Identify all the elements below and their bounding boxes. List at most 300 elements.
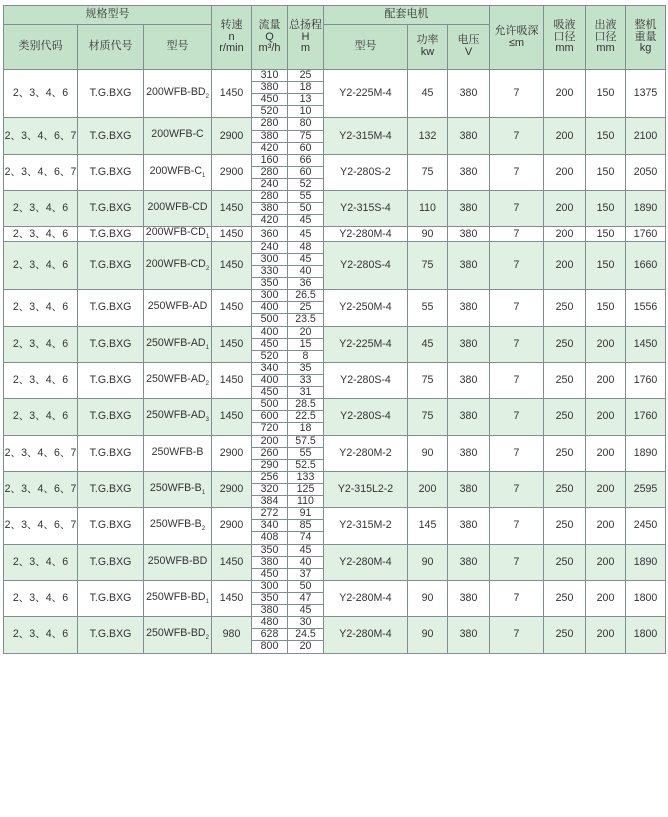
- suction-depth-cell: 7: [490, 544, 544, 580]
- material-code-header: 材质代号: [78, 25, 144, 70]
- model-name: 250WFB-AD: [147, 300, 208, 313]
- model-cell: [144, 471, 212, 507]
- inlet-cell: 250: [544, 544, 586, 580]
- weight-cell: 1890: [626, 544, 666, 580]
- flow-cell: 450: [252, 387, 288, 399]
- flow-cell: 420: [252, 142, 288, 154]
- head-cell: 45: [288, 227, 324, 241]
- flow-label: 流量: [258, 19, 281, 32]
- head-cell: 60: [288, 142, 324, 154]
- flow-cell: 300: [252, 580, 288, 592]
- model-name: 200WFB-CD: [147, 201, 208, 214]
- speed-cell: 1450: [212, 399, 252, 435]
- model-cell: [144, 326, 212, 362]
- flow-cell: 240: [252, 241, 288, 253]
- flow-cell: 520: [252, 350, 288, 362]
- motor-model-cell: Y2-280S-4: [324, 362, 408, 398]
- category-cell: 2、3、4、6: [4, 191, 78, 227]
- inlet-unit: mm: [555, 42, 574, 55]
- suction-depth-label: 允许吸深: [494, 24, 539, 37]
- head-cell: 60: [288, 166, 324, 178]
- voltage-cell: 380: [448, 118, 490, 154]
- outlet-cell: 200: [586, 471, 626, 507]
- speed-cell: 2900: [212, 471, 252, 507]
- flow-cell: 200: [252, 435, 288, 447]
- flow-cell: 350: [252, 278, 288, 290]
- suction-depth-cell: 7: [490, 326, 544, 362]
- speed-cell: 1450: [212, 70, 252, 118]
- material-cell: T.G.BXG: [78, 580, 144, 616]
- power-unit: kw: [420, 46, 435, 58]
- speed-cell: 1450: [212, 580, 252, 616]
- model-name: 250WFB-BD: [146, 627, 206, 640]
- head-cell: 45: [288, 215, 324, 227]
- inlet-cell: 250: [544, 435, 586, 471]
- head-cell: 47: [288, 593, 324, 605]
- table-row: [4, 508, 666, 520]
- power-cell: 45: [408, 70, 448, 118]
- head-cell: 10: [288, 106, 324, 118]
- weight-cell: 2595: [626, 471, 666, 507]
- speed-cell: 2900: [212, 435, 252, 471]
- weight-cell: 2450: [626, 508, 666, 544]
- motor-model-cell: Y2-280M-4: [324, 227, 408, 241]
- power-cell: 45: [408, 326, 448, 362]
- motor-model-cell: Y2-280S-2: [324, 154, 408, 190]
- weight-cell: 2050: [626, 154, 666, 190]
- table-header: [4, 6, 666, 70]
- power-cell: 55: [408, 290, 448, 326]
- flow-cell: 720: [252, 423, 288, 435]
- inlet-cell: 200: [544, 227, 586, 241]
- flow-cell: 320: [252, 484, 288, 496]
- category-cell: 2、3、4、6: [4, 326, 78, 362]
- head-cell: 110: [288, 496, 324, 508]
- head-cell: 80: [288, 118, 324, 130]
- power-cell: 75: [408, 362, 448, 398]
- voltage-cell: 380: [448, 435, 490, 471]
- table-row: [4, 191, 666, 203]
- suction-depth-cell: 7: [490, 362, 544, 398]
- model-suffix: 1: [205, 598, 209, 605]
- flow-cell: 380: [252, 556, 288, 568]
- head-cell: 35: [288, 362, 324, 374]
- material-cell: T.G.BXG: [78, 471, 144, 507]
- voltage-cell: 380: [448, 241, 490, 289]
- suction-depth-cell: 7: [490, 118, 544, 154]
- model-header: 型号: [144, 25, 212, 70]
- flow-cell: 272: [252, 508, 288, 520]
- table-row: [4, 580, 666, 592]
- flow-cell: 400: [252, 302, 288, 314]
- flow-cell: 340: [252, 362, 288, 374]
- power-cell: 110: [408, 191, 448, 227]
- weight-cell: 1800: [626, 580, 666, 616]
- head-cell: 55: [288, 447, 324, 459]
- outlet-cell: 200: [586, 544, 626, 580]
- material-cell: T.G.BXG: [78, 241, 144, 289]
- flow-cell: 280: [252, 118, 288, 130]
- power-header: [408, 25, 448, 70]
- outlet-cell: 200: [586, 617, 626, 653]
- voltage-unit: V: [464, 46, 473, 58]
- table-row: [4, 241, 666, 253]
- inlet-cell: 200: [544, 191, 586, 227]
- power-cell: 90: [408, 544, 448, 580]
- power-cell: 90: [408, 227, 448, 241]
- table-row: [4, 290, 666, 302]
- model-name: 250WFB-B: [149, 481, 202, 494]
- motor-model-cell: Y2-225M-4: [324, 326, 408, 362]
- motor-model-cell: Y2-315M-2: [324, 508, 408, 544]
- head-cell: 26.5: [288, 290, 324, 302]
- table-row: [4, 617, 666, 629]
- suction-depth-unit: ≤m: [508, 36, 525, 49]
- head-unit: m: [300, 42, 311, 55]
- voltage-header: [448, 25, 490, 70]
- voltage-cell: 380: [448, 191, 490, 227]
- speed-cell: 1450: [212, 227, 252, 241]
- head-cell: 50: [288, 203, 324, 215]
- outlet-cell: 200: [586, 326, 626, 362]
- flow-cell: 380: [252, 130, 288, 142]
- category-cell: 2、3、4、6: [4, 617, 78, 653]
- suction-depth-cell: 7: [490, 70, 544, 118]
- suction-depth-cell: 7: [490, 435, 544, 471]
- model-cell: [144, 617, 212, 653]
- motor-model-header: 型号: [324, 25, 408, 70]
- flow-cell: 280: [252, 191, 288, 203]
- spec-group-header: 规格型号: [4, 6, 212, 25]
- voltage-cell: 380: [448, 326, 490, 362]
- flow-cell: 330: [252, 266, 288, 278]
- speed-cell: 2900: [212, 118, 252, 154]
- speed-symbol: n: [228, 30, 235, 43]
- power-cell: 75: [408, 399, 448, 435]
- suction-depth-cell: 7: [490, 617, 544, 653]
- model-name: 250WFB-BD: [146, 590, 206, 603]
- motor-model-cell: Y2-280S-4: [324, 399, 408, 435]
- motor-model-cell: Y2-250M-4: [324, 290, 408, 326]
- model-name: 250WFB-BD: [147, 554, 208, 567]
- outlet-cell: 150: [586, 241, 626, 289]
- voltage-cell: 380: [448, 617, 490, 653]
- speed-cell: 1450: [212, 241, 252, 289]
- model-cell: [144, 191, 212, 227]
- outlet-cell: 150: [586, 290, 626, 326]
- category-cell: 2、3、4、6、7: [4, 154, 78, 190]
- motor-model-cell: Y2-315L2-2: [324, 471, 408, 507]
- model-name: 200WFB-CD: [145, 226, 206, 239]
- inlet-cell: 250: [544, 471, 586, 507]
- head-cell: 52: [288, 178, 324, 190]
- flow-cell: 160: [252, 154, 288, 166]
- model-suffix: 1: [205, 344, 209, 351]
- flow-cell: 500: [252, 314, 288, 326]
- model-cell: [144, 435, 212, 471]
- model-name: 200WFB-BD: [146, 86, 206, 99]
- power-cell: 75: [408, 154, 448, 190]
- motor-model-cell: Y2-315M-4: [324, 118, 408, 154]
- weight-label: 整机重量: [634, 19, 657, 43]
- suction-depth-cell: 7: [490, 580, 544, 616]
- outlet-cell: 150: [586, 154, 626, 190]
- model-cell: [144, 118, 212, 154]
- head-cell: 25: [288, 70, 324, 82]
- model-name: 200WFB-C: [149, 164, 203, 177]
- model-cell: [144, 227, 212, 241]
- power-cell: 145: [408, 508, 448, 544]
- head-cell: 75: [288, 130, 324, 142]
- motor-model-cell: Y2-280M-4: [324, 544, 408, 580]
- head-cell: 45: [288, 544, 324, 556]
- model-suffix: 2: [201, 526, 206, 533]
- head-cell: 48: [288, 241, 324, 253]
- material-cell: T.G.BXG: [78, 118, 144, 154]
- flow-cell: 450: [252, 94, 288, 106]
- outlet-cell: 200: [586, 508, 626, 544]
- weight-cell: 1760: [626, 362, 666, 398]
- model-suffix: 2: [205, 94, 209, 101]
- motor-model-cell: Y2-225M-4: [324, 70, 408, 118]
- category-cell: 2、3、4、6、7: [4, 471, 78, 507]
- speed-cell: 2900: [212, 154, 252, 190]
- head-cell: 40: [288, 556, 324, 568]
- outlet-cell: 200: [586, 580, 626, 616]
- flow-cell: 400: [252, 326, 288, 338]
- outlet-header: [586, 6, 626, 70]
- model-suffix: 2: [205, 265, 210, 272]
- head-cell: 8: [288, 350, 324, 362]
- model-name: 250WFB-B: [149, 518, 202, 531]
- model-suffix: 3: [205, 417, 209, 424]
- flow-cell: 300: [252, 290, 288, 302]
- head-cell: 125: [288, 484, 324, 496]
- speed-unit: r/min: [219, 42, 244, 55]
- motor-model-cell: Y2-280M-4: [324, 580, 408, 616]
- head-label: 总扬程: [289, 19, 322, 32]
- inlet-label: 吸液口径: [553, 19, 576, 43]
- speed-cell: 1450: [212, 326, 252, 362]
- motor-model-cell: Y2-280M-4: [324, 617, 408, 653]
- weight-cell: 1660: [626, 241, 666, 289]
- suction-depth-cell: 7: [490, 241, 544, 289]
- flow-cell: 380: [252, 82, 288, 94]
- material-cell: T.G.BXG: [78, 617, 144, 653]
- material-cell: T.G.BXG: [78, 326, 144, 362]
- weight-cell: 1890: [626, 435, 666, 471]
- outlet-unit: mm: [596, 42, 615, 55]
- speed-cell: 980: [212, 617, 252, 653]
- model-suffix: 2: [205, 380, 209, 387]
- flow-cell: 420: [252, 215, 288, 227]
- voltage-cell: 380: [448, 471, 490, 507]
- inlet-cell: 200: [544, 241, 586, 289]
- suction-depth-cell: 7: [490, 154, 544, 190]
- inlet-cell: 200: [544, 70, 586, 118]
- flow-cell: 360: [252, 227, 288, 241]
- flow-cell: 260: [252, 447, 288, 459]
- head-cell: 45: [288, 605, 324, 617]
- speed-cell: 1450: [212, 290, 252, 326]
- head-cell: 31: [288, 387, 324, 399]
- head-cell: 91: [288, 508, 324, 520]
- head-cell: 28.5: [288, 399, 324, 411]
- category-cell: 2、3、4、6: [4, 544, 78, 580]
- model-cell: [144, 508, 212, 544]
- power-cell: 200: [408, 471, 448, 507]
- speed-cell: 2900: [212, 508, 252, 544]
- category-cell: 2、3、4、6、7: [4, 508, 78, 544]
- inlet-cell: 200: [544, 154, 586, 190]
- category-cell: 2、3、4、6: [4, 227, 78, 241]
- outlet-cell: 150: [586, 118, 626, 154]
- head-cell: 25: [288, 302, 324, 314]
- model-name: 250WFB-AD: [146, 372, 206, 385]
- model-cell: [144, 580, 212, 616]
- model-suffix: 2: [205, 635, 209, 642]
- material-cell: T.G.BXG: [78, 154, 144, 190]
- category-cell: 2、3、4、6: [4, 399, 78, 435]
- suction-depth-cell: 7: [490, 191, 544, 227]
- head-cell: 30: [288, 617, 324, 629]
- category-cell: 2、3、4、6: [4, 580, 78, 616]
- inlet-header: [544, 6, 586, 70]
- category-code-header: 类别代码: [4, 25, 78, 70]
- head-cell: 22.5: [288, 411, 324, 423]
- weight-cell: 1375: [626, 70, 666, 118]
- head-cell: 36: [288, 278, 324, 290]
- flow-cell: 300: [252, 253, 288, 265]
- motor-group-header: 配套电机: [324, 6, 490, 25]
- material-cell: T.G.BXG: [78, 544, 144, 580]
- motor-model-cell: Y2-315S-4: [324, 191, 408, 227]
- voltage-cell: 380: [448, 544, 490, 580]
- weight-cell: 1556: [626, 290, 666, 326]
- inlet-cell: 250: [544, 580, 586, 616]
- suction-depth-cell: 7: [490, 508, 544, 544]
- table-row: [4, 154, 666, 166]
- voltage-cell: 380: [448, 227, 490, 241]
- head-cell: 20: [288, 641, 324, 653]
- category-cell: 2、3、4、6: [4, 290, 78, 326]
- head-cell: 18: [288, 82, 324, 94]
- head-header: [288, 6, 324, 70]
- weight-cell: 2100: [626, 118, 666, 154]
- model-name: 250WFB-AD: [146, 409, 206, 422]
- inlet-cell: 250: [544, 399, 586, 435]
- flow-header: [252, 6, 288, 70]
- head-cell: 52.5: [288, 459, 324, 471]
- voltage-cell: 380: [448, 580, 490, 616]
- speed-label: 转速: [220, 19, 243, 32]
- suction-depth-cell: 7: [490, 399, 544, 435]
- flow-cell: 290: [252, 459, 288, 471]
- flow-unit: m³/h: [258, 42, 281, 55]
- flow-cell: 380: [252, 605, 288, 617]
- flow-cell: 380: [252, 203, 288, 215]
- voltage-cell: 380: [448, 399, 490, 435]
- flow-cell: 350: [252, 593, 288, 605]
- model-cell: [144, 290, 212, 326]
- model-cell: [144, 362, 212, 398]
- power-cell: 90: [408, 435, 448, 471]
- inlet-cell: 250: [544, 326, 586, 362]
- speed-cell: 1450: [212, 191, 252, 227]
- weight-cell: 1450: [626, 326, 666, 362]
- head-symbol: H: [301, 30, 310, 43]
- head-cell: 24.5: [288, 629, 324, 641]
- flow-cell: 256: [252, 471, 288, 483]
- voltage-cell: 380: [448, 508, 490, 544]
- model-name: 200WFB-CD: [145, 257, 206, 270]
- pump-spec-table: [3, 5, 666, 654]
- outlet-cell: 200: [586, 362, 626, 398]
- head-cell: 50: [288, 580, 324, 592]
- flow-cell: 310: [252, 70, 288, 82]
- category-cell: 2、3、4、6: [4, 241, 78, 289]
- weight-cell: 1760: [626, 399, 666, 435]
- head-cell: 18: [288, 423, 324, 435]
- table-row: [4, 399, 666, 411]
- speed-cell: 1450: [212, 362, 252, 398]
- model-name: 250WFB-B: [151, 445, 204, 458]
- flow-cell: 500: [252, 399, 288, 411]
- flow-cell: 384: [252, 496, 288, 508]
- power-cell: 75: [408, 241, 448, 289]
- flow-cell: 280: [252, 166, 288, 178]
- suction-depth-cell: 7: [490, 471, 544, 507]
- flow-cell: 240: [252, 178, 288, 190]
- model-name: 250WFB-AD: [146, 336, 206, 349]
- flow-cell: 450: [252, 568, 288, 580]
- outlet-cell: 150: [586, 191, 626, 227]
- flow-cell: 600: [252, 411, 288, 423]
- motor-model-cell: Y2-280M-2: [324, 435, 408, 471]
- model-cell: [144, 70, 212, 118]
- category-cell: 2、3、4、6、7: [4, 435, 78, 471]
- outlet-cell: 200: [586, 435, 626, 471]
- inlet-cell: 250: [544, 362, 586, 398]
- voltage-cell: 380: [448, 290, 490, 326]
- table-row: [4, 471, 666, 483]
- suction-depth-cell: 7: [490, 290, 544, 326]
- head-cell: 40: [288, 266, 324, 278]
- category-cell: 2、3、4、6: [4, 70, 78, 118]
- power-label: 功率: [416, 34, 439, 47]
- material-cell: T.G.BXG: [78, 362, 144, 398]
- model-cell: [144, 154, 212, 190]
- material-cell: T.G.BXG: [78, 290, 144, 326]
- inlet-cell: 250: [544, 617, 586, 653]
- table-row: [4, 435, 666, 447]
- head-cell: 74: [288, 532, 324, 544]
- material-cell: T.G.BXG: [78, 435, 144, 471]
- inlet-cell: 200: [544, 118, 586, 154]
- category-cell: 2、3、4、6: [4, 362, 78, 398]
- head-cell: 85: [288, 520, 324, 532]
- head-cell: 15: [288, 338, 324, 350]
- head-cell: 45: [288, 253, 324, 265]
- weight-cell: 1800: [626, 617, 666, 653]
- material-cell: T.G.BXG: [78, 508, 144, 544]
- voltage-label: 电压: [457, 34, 480, 47]
- voltage-cell: 380: [448, 154, 490, 190]
- flow-cell: 628: [252, 629, 288, 641]
- head-cell: 37: [288, 568, 324, 580]
- outlet-cell: 200: [586, 399, 626, 435]
- power-cell: 90: [408, 617, 448, 653]
